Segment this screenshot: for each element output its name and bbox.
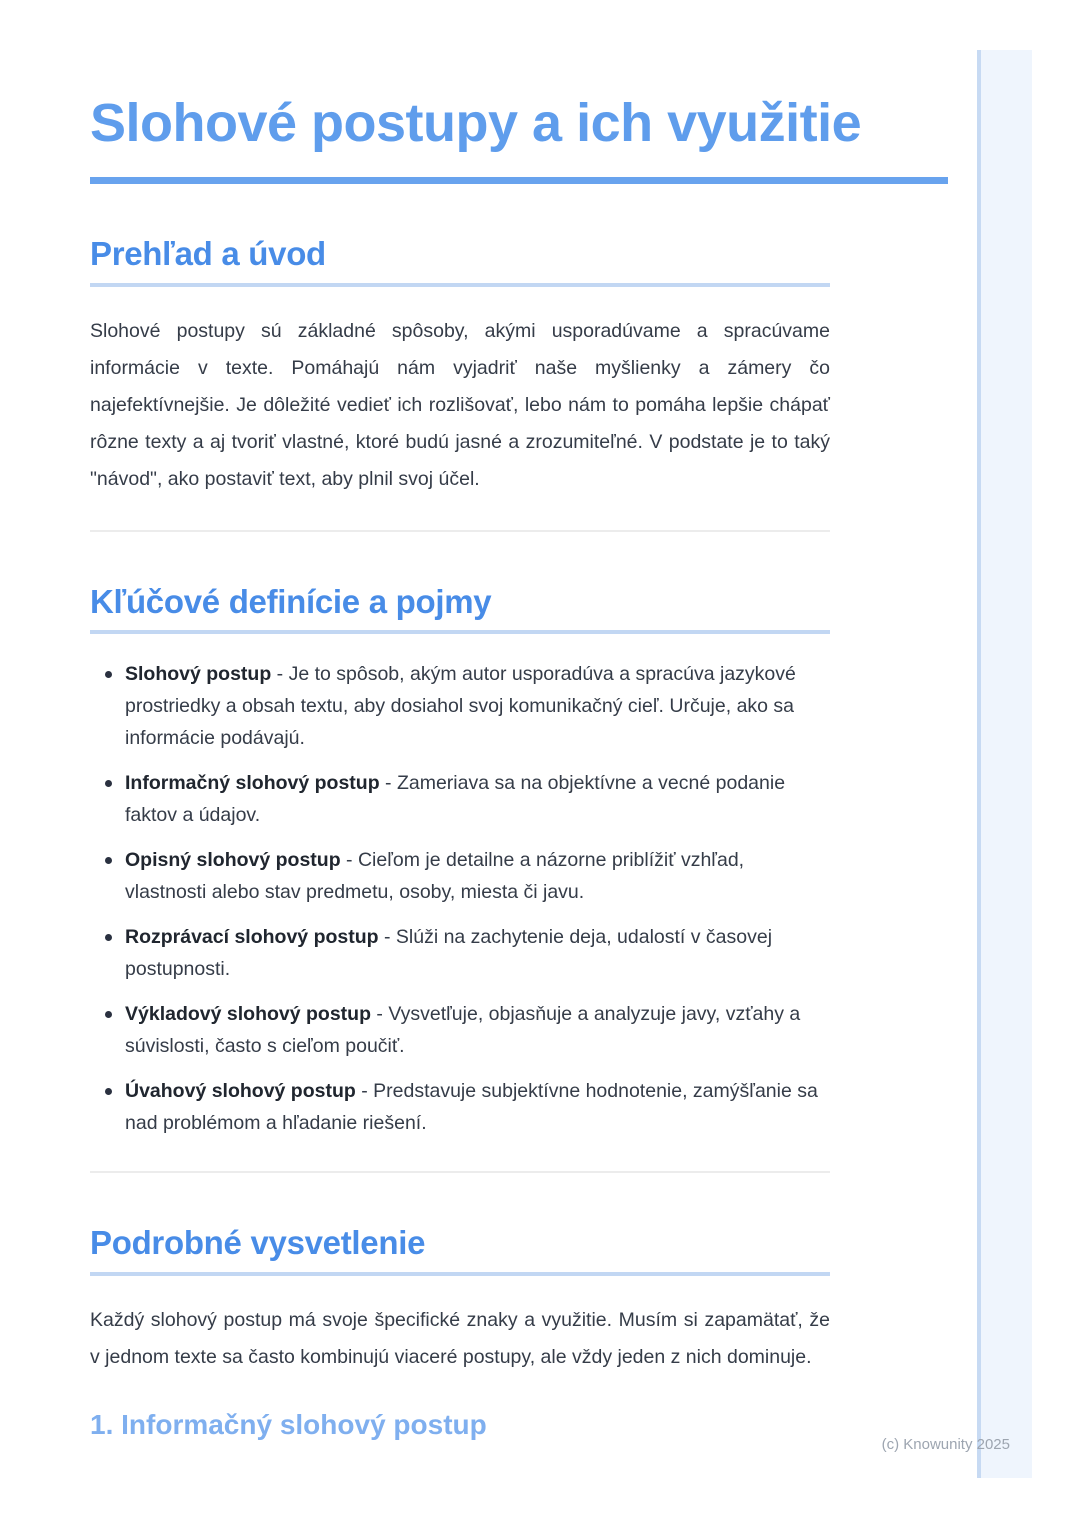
list-item	[90, 921, 830, 985]
overview-heading-underline	[90, 283, 830, 287]
details-heading-underline	[90, 1272, 830, 1276]
section-divider	[90, 1171, 830, 1173]
footer-credit: (c) Knowunity 2025	[881, 1436, 1010, 1453]
definitions-heading: Kľúčové definície a pojmy	[90, 582, 492, 620]
term-label: Výkladový slohový postup	[125, 1003, 371, 1026]
definitions-list	[90, 658, 830, 1139]
term-label: Opisný slohový postup	[125, 849, 341, 872]
list-item	[90, 767, 830, 831]
title-underline	[90, 177, 948, 184]
subsection-heading: 1. Informačný slohový postup	[90, 1409, 487, 1441]
document-content	[90, 0, 862, 1442]
overview-heading: Prehľad a úvod	[90, 235, 326, 273]
overview-paragraph: Slohové postupy sú základné spôsoby, akými usporadúvame a spracúvame informácie v texte. Pomáhajú nám vyjadriť naše myšlienky a zámery čo najefektívnejšie. Je dôležité vedieť ich rozlišovať, lebo nám to pomáha lepšie chápať rôzne texty a aj tvoriť vlastné, ktoré budú jasné a zrozumiteľné. V podstate je to taký "návod", ako postaviť text, aby plnil svoj účel.	[90, 319, 830, 490]
bullet-marker	[105, 1088, 112, 1095]
term-label: Úvahový slohový postup	[125, 1080, 356, 1103]
section-details	[90, 1223, 830, 1441]
term-description: - Je to spôsob, akým autor usporadúva a spracúva jazykové prostriedky a obsah textu, aby dosiahol svoj komunikačný cieľ. Určuje, ako sa informácie podávajú.	[125, 663, 796, 750]
bullet-marker	[105, 934, 112, 941]
term-description: - Predstavuje subjektívne hodnotenie, zamýšľanie sa nad problémom a hľadanie riešení.	[125, 1080, 818, 1135]
definitions-heading-underline	[90, 630, 830, 634]
term-description: - Slúži na zachytenie deja, udalostí v časovej postupnosti.	[125, 926, 773, 981]
term-description: - Cieľom je detailne a názorne priblížiť vzhľad, vlastnosti alebo stav predmetu, osoby, miesta či javu.	[125, 849, 745, 904]
term-label: Slohový postup	[125, 663, 272, 686]
list-item	[90, 658, 830, 754]
section-overview	[90, 234, 830, 498]
page-title: Slohové postupy a ich využitie	[90, 93, 862, 153]
section-divider	[90, 530, 830, 532]
term-label: Rozprávací slohový postup	[125, 926, 379, 949]
bullet-marker	[105, 671, 112, 678]
details-heading: Podrobné vysvetlenie	[90, 1224, 426, 1262]
side-accent-bar	[977, 50, 1032, 1478]
list-item	[90, 844, 830, 908]
term-description: - Vysvetľuje, objasňuje a analyzuje javy, vzťahy a súvislosti, často s cieľom poučiť.	[125, 1003, 801, 1058]
bullet-marker	[105, 780, 112, 787]
term-label: Informačný slohový postup	[125, 772, 380, 795]
bullet-marker	[105, 857, 112, 864]
bullet-marker	[105, 1011, 112, 1018]
term-description: - Zameriava sa na objektívne a vecné podanie faktov a údajov.	[125, 772, 786, 827]
details-paragraph: Každý slohový postup má svoje špecifické znaky a využitie. Musím si zapamätať, že v jednom texte sa často kombinujú viaceré postupy, ale vždy jeden z nich dominuje.	[90, 1309, 830, 1369]
list-item	[90, 998, 830, 1062]
list-item	[90, 1075, 830, 1139]
section-definitions	[90, 582, 830, 1140]
